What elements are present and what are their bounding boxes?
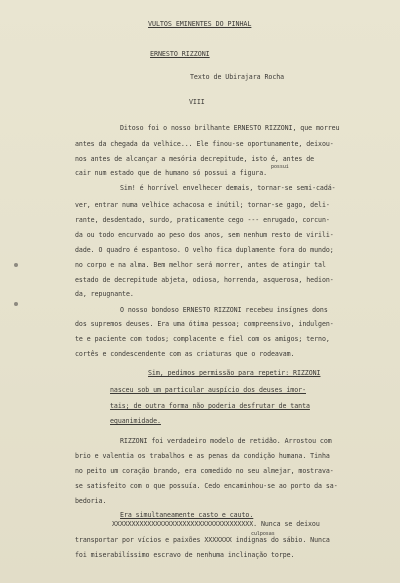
p6-line-1: Era simultaneamente casto e cauto. bbox=[120, 511, 254, 519]
p6-line-3: transportar por vícios e paixões XXXXXXX indignas do sábio. Nunca bbox=[75, 536, 330, 544]
p3-line-2: dos supremos deuses. Era uma ótima pessoa; compreensivo, indulgen- bbox=[75, 320, 334, 328]
punch-hole-top bbox=[14, 263, 18, 267]
p2-line-4: da ou todo encurvado ao peso dos anos, sem nenhum resto de virili- bbox=[75, 231, 334, 239]
p5-line-5: bedoria. bbox=[75, 497, 107, 505]
p2-line-1: Sim! é horrível envelhecer demais, tornar-se semi-cadá- bbox=[120, 184, 336, 192]
subject-name: ERNESTO RIZZONI bbox=[150, 50, 210, 58]
p2-line-7: estado de decrepitude abjeta, odiosa, horrenda, asquerosa, hedion- bbox=[75, 276, 334, 284]
author-line: Texto de Ubirajara Rocha bbox=[190, 73, 285, 81]
p1-line-1: Ditoso foi o nosso brilhante ERNESTO RIZZONI, que morreu bbox=[120, 124, 340, 132]
p4-line-2: nasceu sob um particular auspício dos deuses imor- bbox=[110, 386, 306, 394]
p3-line-1: O nosso bondoso ERNESTO RIZZONI recebeu insígnes dons bbox=[120, 306, 328, 314]
punch-hole-bottom bbox=[14, 302, 18, 306]
p2-line-2: ver, entrar numa velhice achacosa e inútil; tornar-se gago, deli- bbox=[75, 201, 330, 209]
p6-line-4: foi miserabilíssimo escravo de nenhuma inclinação torpe. bbox=[75, 551, 295, 559]
p3-line-4: cortês e condescendente com as criaturas que o rodeavam. bbox=[75, 350, 295, 358]
p4-line-1: Sim, pedimos permissão para repetir: RIZZONI bbox=[148, 369, 321, 377]
p5-line-1: RIZZONI foi verdadeiro modelo de retidão. Arrostou com bbox=[120, 437, 332, 445]
document-heading: VULTOS EMINENTES DO PINHAL bbox=[148, 20, 252, 28]
p1-line-2: antes da chegada da velhice... Ele finou-se oportunamente, deixou- bbox=[75, 140, 334, 148]
p3-line-3: te e paciente com todos; complacente e fiel com os amigos; terno, bbox=[75, 335, 330, 343]
p5-line-3: no peito um coração brando, era comedido no seu almejar, mostrava- bbox=[75, 467, 334, 475]
p6-line-2: XXXXXXXXXXXXXXXXXXXXXXXXXXXXXXXXXXXX. Nunca se deixou bbox=[112, 520, 320, 528]
p1-line-4: cair num estado que de humano só possui a figura. bbox=[75, 169, 268, 177]
section-number: VIII bbox=[189, 98, 205, 106]
p2-line-5: dade. O quadro é espantoso. O velho fica duplamente fora do mundo; bbox=[75, 246, 334, 254]
p4-line-4: equanimidade. bbox=[110, 417, 161, 425]
p6-insertion: culposas bbox=[251, 531, 275, 537]
p2-line-6: no corpo e na alma. Bem melhor será morrer, antes de atingir tal bbox=[75, 261, 326, 269]
p5-line-2: brio e valentia os trabalhos e as penas da condição humana. Tinha bbox=[75, 452, 330, 460]
p5-line-4: se satisfeito com o que possuía. Cedo encaminhou-se ao porto da sa- bbox=[75, 482, 338, 490]
p2-line-3: rante, desdentado, surdo, praticamente cego --- enrugado, corcun- bbox=[75, 216, 330, 224]
p1-line-3: nos antes de alcançar a mesória decrepitude, isto é, antes de bbox=[75, 155, 315, 163]
p2-line-8: da, repugnante. bbox=[75, 290, 134, 298]
p4-line-3: tais; de outra forma não poderia desfrutar de tanta bbox=[110, 402, 310, 410]
p1-insertion: possui bbox=[271, 164, 289, 170]
